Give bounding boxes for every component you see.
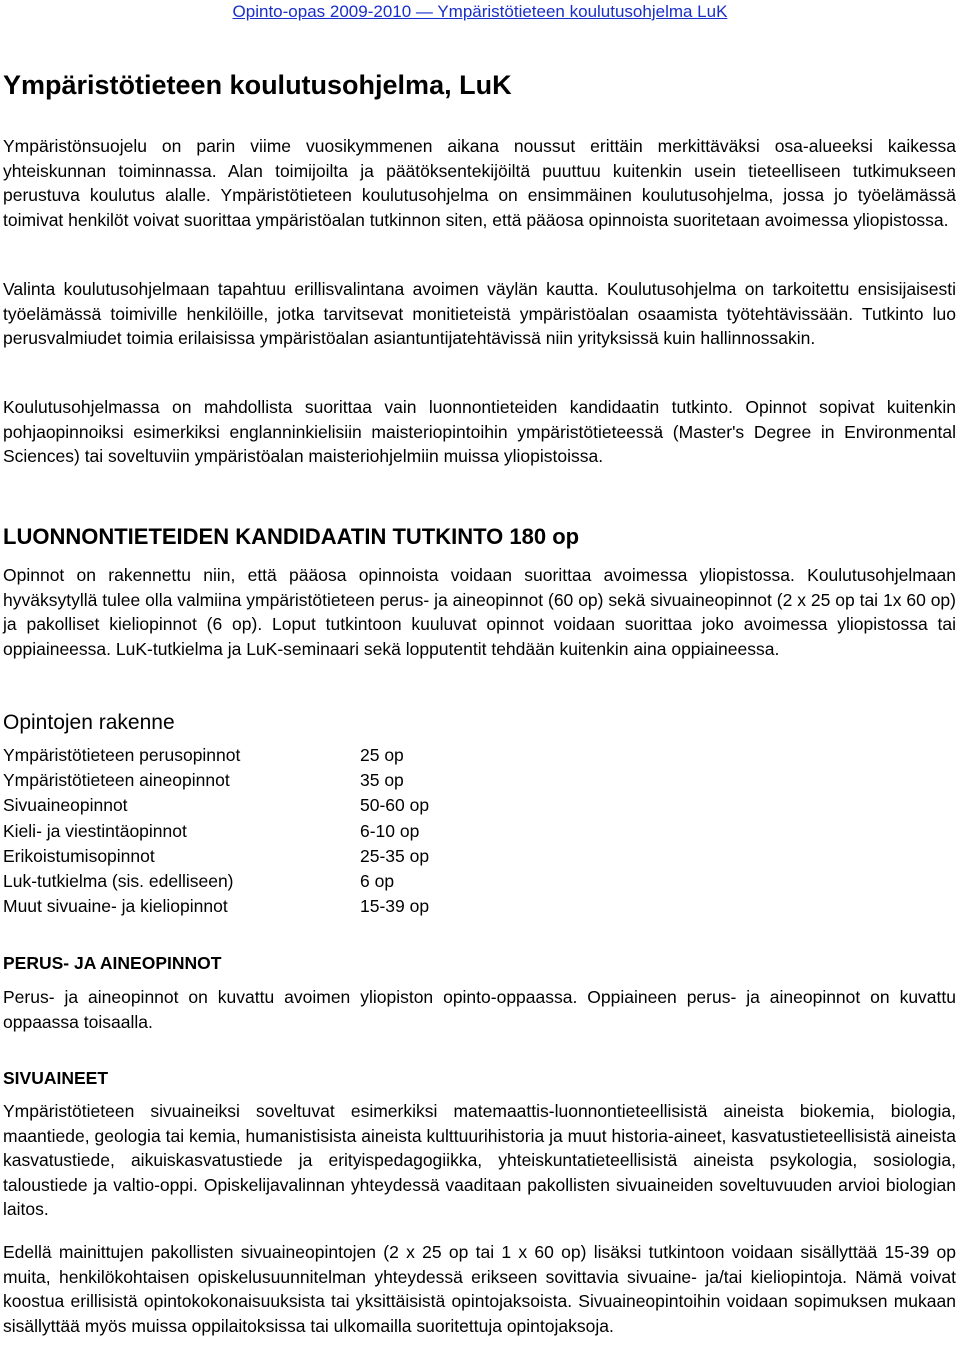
structure-row-credits: 25 op	[360, 745, 404, 765]
intro-paragraph-2: Valinta koulutusohjelmaan tapahtuu erillisvalintana avoimen väylän kautta. Koulutusohjelma on tarkoitettu ensisijaisesti työelämässä toimiville henkilöille, jotka tarvitsevat monitieteistä ympäristöalan osaamista työtehtävissään. Tutkinto luo perusvalmiudet toimia erilaisissa ympäristöalan asiantuntijatehtävissä niin yrityksissä kuin hallinnossakin.	[3, 279, 956, 348]
structure-row-credits: 6-10 op	[360, 820, 420, 841]
structure-row	[3, 844, 603, 869]
structure-row	[3, 869, 603, 894]
intro-paragraph-3: Koulutusohjelmassa on mahdollista suorittaa vain luonnontieteiden kandidaatin tutkinto. Opinnot sopivat kuitenkin pohjaopinnoiksi esimerkiksi englanninkielisiin maisteriopintoihin ympäristötieteessä (Master's Degree in Environmental Sciences) tai soveltuviin ympäristöalan maisteriohjelmiin muissa yliopistoissa.	[3, 397, 956, 466]
structure-row-name: Luk-tutkielma (sis. edelliseen)	[3, 870, 234, 891]
structure-row-credits: 15-39 op	[360, 896, 430, 917]
degree-paragraph: Opinnot on rakennettu niin, että pääosa opinnoista voidaan suorittaa avoimessa yliopistossa. Koulutusohjelmaan hyväksytyllä tulee olla valmiina ympäristötieteen perus- ja aineopinnot (60 op) sekä sivuaineopinnot (2 x 25 op tai 1x 60 op) ja pakolliset kieliopinnot (6 op). Loput tutkintoon kuuluvat opinnot voidaan suorittaa joko avoimessa yliopistossa tai oppiaineessa. LuK-tutkielma ja LuK-seminaari sekä lopputentit tehdään kuitenkin aina oppiaineessa.	[3, 565, 956, 659]
sivu-paragraph-1: Ympäristötieteen sivuaineiksi soveltuvat esimerkiksi matemaattis-luonnontieteellisistä aineista biokemia, biologia, maantiede, geologia tai kemia, humanistisista aineista kulttuurihistoria ja muut historia-aineet, kasvatustieteellisistä aineista kasvatustiede, aikuiskasvatustiede ja erityispedagogiikka, yhteiskuntatieteellisistä aineista psykologia, sosiologia, taloustiede ja valtio-oppi. Opiskelijavalinnan yhteydessä vaaditaan pakollisten sivuaineiden soveltuvuuden arvioi biologian laitos.	[3, 1101, 956, 1219]
sivu-heading: SIVUAINEET	[3, 1068, 109, 1088]
intro-paragraph-1: Ympäristönsuojelu on parin viime vuosikymmenen aikana noussut erittäin merkittäväksi osa-alueeksi kaikessa yhteiskunnan toiminnassa. Alan toimijoilta ja päätöksentekijöiltä puuttuu kuitenkin usein tieteelliseen tutkimukseen perustuva koulutus alalle. Ympäristötieteen koulutusohjelma on ensimmäinen koulutusohjelma, jossa jo työelämässä toimivat henkilöt voivat suorittaa ympäristöalan tutkinnon siten, että pääosa opinnoista suoritetaan avoimessa yliopistossa.	[3, 136, 956, 230]
structure-row-credits: 25-35 op	[360, 845, 430, 866]
structure-row-credits: 50-60 op	[360, 795, 430, 816]
sivu-paragraph-2: Edellä mainittujen pakollisten sivuaineopintojen (2 x 25 op tai 1 x 60 op) lisäksi tutkintoon voidaan sisällyttää 15-39 op muita, henkilökohtaisen opiskelusuunnitelman yhteydessä erikseen sovittavia sivuaine- ja/tai kieliopintoja. Nämä voivat koostua erillisistä opintokokonaisuuksista tai yksittäisistä opintojaksoista. Sivuaineopintoihin voidaan sopimuksen mukaan sisällyttää myös muissa oppilaitoksissa tai ulkomailla suoritettuja opintojaksoja.	[3, 1242, 956, 1336]
structure-row-credits: 35 op	[360, 770, 404, 791]
structure-row-name: Sivuaineopinnot	[3, 795, 128, 816]
structure-row	[3, 793, 603, 818]
perus-paragraph: Perus- ja aineopinnot on kuvattu avoimen yliopiston opinto-oppaassa. Oppiaineen perus- ja aineopinnot on kuvattu oppaassa toisaalla.	[3, 987, 956, 1032]
structure-row-name: Ympäristötieteen perusopinnot	[3, 745, 241, 765]
structure-row	[3, 743, 603, 768]
structure-row	[3, 894, 603, 919]
structure-row-credits: 6 op	[360, 870, 395, 891]
structure-row-name: Muut sivuaine- ja kieliopinnot	[3, 896, 228, 917]
structure-row-name: Kieli- ja viestintäopinnot	[3, 820, 187, 841]
degree-heading: LUONNONTIETEIDEN KANDIDAATIN TUTKINTO 180 op	[3, 524, 580, 549]
running-header-text: Opinto-opas 2009-2010 — Ympäristötieteen koulutusohjelma LuK	[232, 2, 728, 21]
perus-heading: PERUS- JA AINEOPINNOT	[3, 953, 222, 973]
structure-row	[3, 819, 603, 844]
structure-row-name: Erikoistumisopinnot	[3, 845, 155, 866]
structure-row-name: Ympäristötieteen aineopinnot	[3, 770, 230, 791]
running-header	[0, 2, 960, 22]
structure-heading: Opintojen rakenne	[3, 711, 175, 734]
structure-table	[3, 743, 603, 919]
page-title: Ympäristötieteen koulutusohjelma, LuK	[3, 70, 512, 100]
structure-row	[3, 768, 603, 793]
